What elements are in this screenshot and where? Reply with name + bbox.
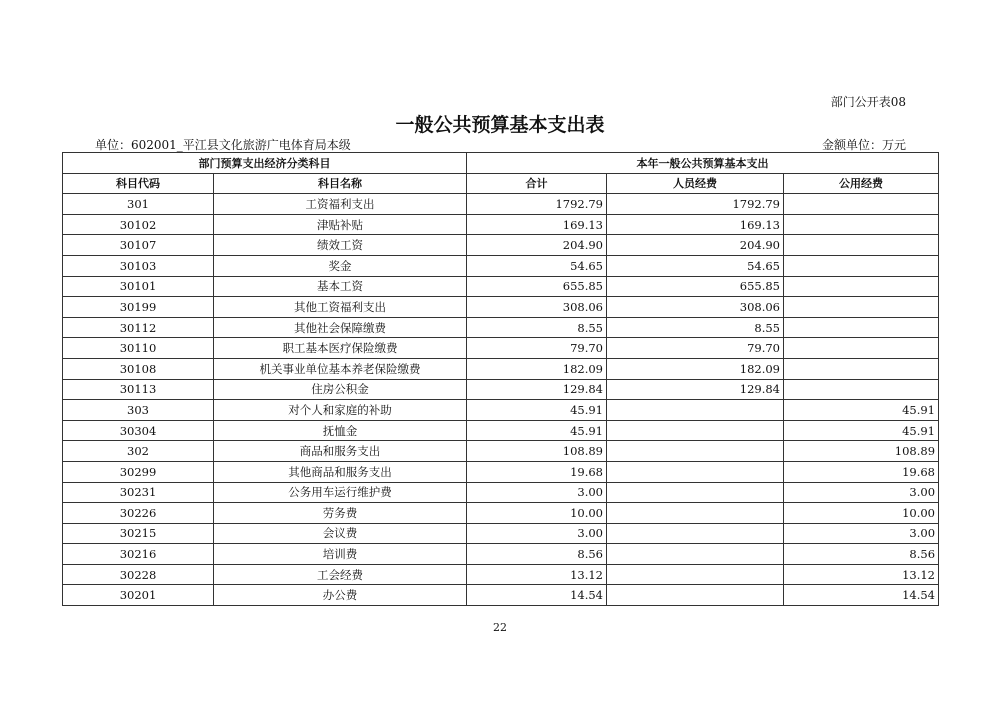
- cell-name: 基本工资: [214, 276, 467, 297]
- cell-personnel: 129.84: [607, 379, 784, 400]
- group-header-right: 本年一般公共预算基本支出: [467, 153, 939, 174]
- table-row: [63, 297, 939, 318]
- cell-name: 其他商品和服务支出: [214, 461, 467, 482]
- column-header-row: [63, 173, 939, 194]
- cell-public: 45.91: [784, 400, 939, 421]
- cell-total: 45.91: [467, 420, 607, 441]
- cell-total: 204.90: [467, 235, 607, 256]
- cell-total: 14.54: [467, 585, 607, 606]
- table-row: [63, 235, 939, 256]
- col-header-public: 公用经费: [784, 173, 939, 194]
- cell-name: 抚恤金: [214, 420, 467, 441]
- col-header-personnel: 人员经费: [607, 173, 784, 194]
- cell-public: 14.54: [784, 585, 939, 606]
- cell-public: [784, 317, 939, 338]
- cell-code: 30108: [63, 358, 214, 379]
- cell-personnel: [607, 441, 784, 462]
- cell-code: 302: [63, 441, 214, 462]
- cell-public: [784, 358, 939, 379]
- cell-name: 职工基本医疗保险缴费: [214, 338, 467, 359]
- amount-unit-label: 金额单位：万元: [821, 138, 906, 152]
- cell-personnel: 169.13: [607, 214, 784, 235]
- table-row: [63, 317, 939, 338]
- cell-code: 30107: [63, 235, 214, 256]
- cell-public: 108.89: [784, 441, 939, 462]
- cell-name: 培训费: [214, 544, 467, 565]
- cell-total: 13.12: [467, 564, 607, 585]
- cell-personnel: [607, 503, 784, 524]
- cell-name: 机关事业单位基本养老保险缴费: [214, 358, 467, 379]
- cell-name: 劳务费: [214, 503, 467, 524]
- table-row: [63, 544, 939, 565]
- col-header-code: 科目代码: [63, 173, 214, 194]
- cell-total: 1792.79: [467, 194, 607, 215]
- table-row: [63, 564, 939, 585]
- cell-name: 绩效工资: [214, 235, 467, 256]
- cell-public: 13.12: [784, 564, 939, 585]
- cell-name: 对个人和家庭的补助: [214, 400, 467, 421]
- table-row: [63, 420, 939, 441]
- cell-code: 30199: [63, 297, 214, 318]
- table-row: [63, 461, 939, 482]
- cell-name: 奖金: [214, 255, 467, 276]
- cell-code: 30101: [63, 276, 214, 297]
- cell-personnel: 54.65: [607, 255, 784, 276]
- table-row: [63, 482, 939, 503]
- cell-total: 108.89: [467, 441, 607, 462]
- cell-total: 8.56: [467, 544, 607, 565]
- col-header-total: 合计: [467, 173, 607, 194]
- cell-personnel: 655.85: [607, 276, 784, 297]
- cell-public: 3.00: [784, 482, 939, 503]
- cell-code: 30113: [63, 379, 214, 400]
- cell-total: 308.06: [467, 297, 607, 318]
- table-row: [63, 523, 939, 544]
- cell-personnel: 204.90: [607, 235, 784, 256]
- cell-total: 79.70: [467, 338, 607, 359]
- cell-personnel: 8.55: [607, 317, 784, 338]
- table-row: [63, 441, 939, 462]
- cell-code: 30215: [63, 523, 214, 544]
- cell-name: 商品和服务支出: [214, 441, 467, 462]
- cell-total: 19.68: [467, 461, 607, 482]
- table-row: [63, 214, 939, 235]
- cell-code: 30103: [63, 255, 214, 276]
- cell-name: 其他工资福利支出: [214, 297, 467, 318]
- table-row: [63, 276, 939, 297]
- cell-name: 其他社会保障缴费: [214, 317, 467, 338]
- table-row: [63, 503, 939, 524]
- cell-public: [784, 379, 939, 400]
- cell-code: 30216: [63, 544, 214, 565]
- cell-public: 3.00: [784, 523, 939, 544]
- cell-personnel: 79.70: [607, 338, 784, 359]
- cell-public: [784, 255, 939, 276]
- cell-total: 54.65: [467, 255, 607, 276]
- cell-total: 182.09: [467, 358, 607, 379]
- budget-table: [62, 152, 939, 606]
- cell-public: 10.00: [784, 503, 939, 524]
- cell-personnel: [607, 564, 784, 585]
- page-number: 22: [493, 621, 507, 634]
- col-header-name: 科目名称: [214, 173, 467, 194]
- cell-code: 301: [63, 194, 214, 215]
- cell-code: 30112: [63, 317, 214, 338]
- table-row: [63, 585, 939, 606]
- cell-code: 30228: [63, 564, 214, 585]
- cell-personnel: [607, 461, 784, 482]
- cell-code: 30304: [63, 420, 214, 441]
- cell-code: 30102: [63, 214, 214, 235]
- cell-name: 工会经费: [214, 564, 467, 585]
- cell-name: 会议费: [214, 523, 467, 544]
- cell-code: 303: [63, 400, 214, 421]
- cell-personnel: 182.09: [607, 358, 784, 379]
- cell-personnel: [607, 420, 784, 441]
- cell-personnel: [607, 544, 784, 565]
- table-row: [63, 379, 939, 400]
- group-header-left: 部门预算支出经济分类科目: [63, 153, 467, 174]
- cell-code: 30201: [63, 585, 214, 606]
- cell-public: 45.91: [784, 420, 939, 441]
- cell-code: 30299: [63, 461, 214, 482]
- unit-label: 单位：602001_平江县文化旅游广电体育局本级: [95, 138, 351, 152]
- cell-public: [784, 194, 939, 215]
- cell-total: 45.91: [467, 400, 607, 421]
- table-body: [63, 194, 939, 606]
- cell-total: 8.55: [467, 317, 607, 338]
- cell-personnel: 308.06: [607, 297, 784, 318]
- cell-personnel: [607, 400, 784, 421]
- cell-code: 30231: [63, 482, 214, 503]
- table-row: [63, 194, 939, 215]
- cell-public: 8.56: [784, 544, 939, 565]
- cell-name: 工资福利支出: [214, 194, 467, 215]
- group-header-row: [63, 153, 939, 174]
- cell-public: [784, 338, 939, 359]
- cell-name: 公务用车运行维护费: [214, 482, 467, 503]
- table-row: [63, 338, 939, 359]
- cell-code: 30110: [63, 338, 214, 359]
- cell-public: [784, 214, 939, 235]
- table-row: [63, 400, 939, 421]
- cell-public: [784, 235, 939, 256]
- cell-total: 655.85: [467, 276, 607, 297]
- table-row: [63, 255, 939, 276]
- cell-total: 129.84: [467, 379, 607, 400]
- page-title: 一般公共预算基本支出表: [395, 114, 605, 136]
- cell-personnel: [607, 482, 784, 503]
- cell-total: 10.00: [467, 503, 607, 524]
- cell-code: 30226: [63, 503, 214, 524]
- cell-name: 津贴补贴: [214, 214, 467, 235]
- cell-total: 3.00: [467, 482, 607, 503]
- cell-public: [784, 276, 939, 297]
- cell-public: 19.68: [784, 461, 939, 482]
- cell-name: 办公费: [214, 585, 467, 606]
- cell-personnel: 1792.79: [607, 194, 784, 215]
- table-row: [63, 358, 939, 379]
- cell-total: 3.00: [467, 523, 607, 544]
- form-number: 部门公开表08: [830, 95, 906, 109]
- cell-public: [784, 297, 939, 318]
- cell-personnel: [607, 585, 784, 606]
- cell-total: 169.13: [467, 214, 607, 235]
- cell-name: 住房公积金: [214, 379, 467, 400]
- cell-personnel: [607, 523, 784, 544]
